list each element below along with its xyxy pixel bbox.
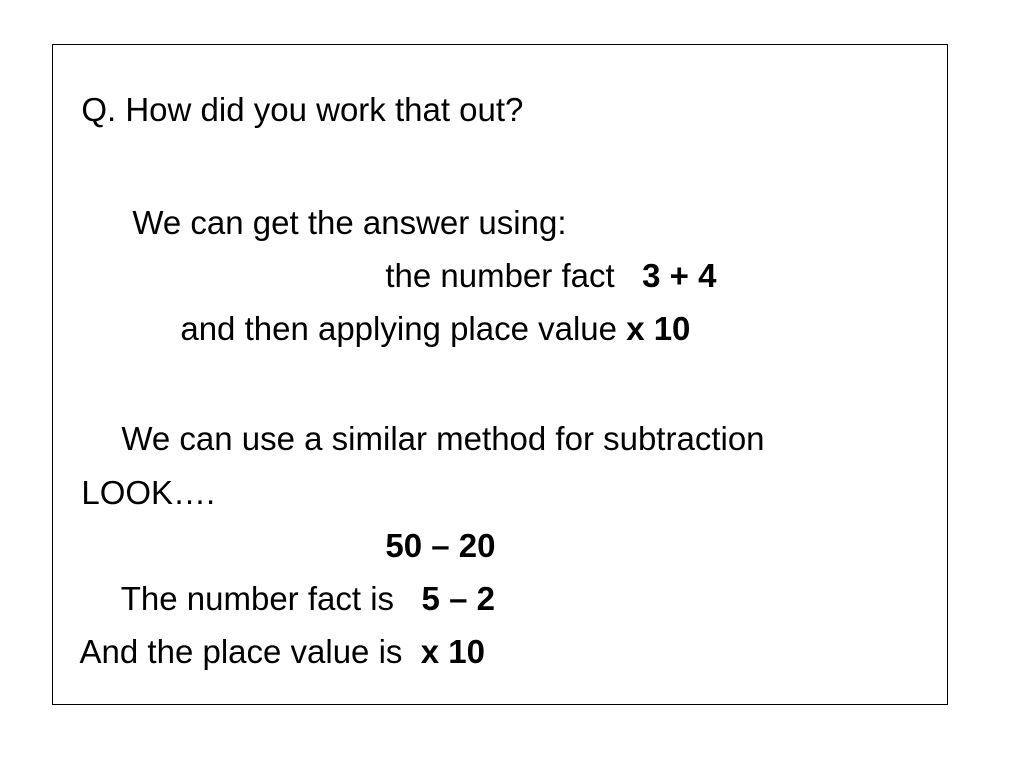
number-fact-2-value: 5 – 2 — [421, 580, 495, 617]
question-line — [63, 53, 523, 129]
number-fact-label: the number fact — [385, 257, 615, 294]
look-line — [63, 436, 215, 512]
number-fact-value: 3 + 4 — [642, 257, 717, 294]
place-value-value: x 10 — [626, 310, 691, 347]
place-value-2-label: And the place value is — [79, 633, 403, 670]
question-text: Q. How did you work that out? — [81, 91, 524, 128]
similar-method-text: We can use a similar method for subtraction — [121, 420, 765, 457]
example-text: 50 – 20 — [385, 527, 496, 564]
place-value-line — [162, 272, 690, 348]
intro-text: We can get the answer using: — [132, 204, 567, 241]
number-fact-2-label: The number fact is — [120, 580, 395, 617]
place-value-2-value: x 10 — [420, 633, 485, 670]
place-value-label: and then applying place value — [180, 310, 618, 347]
place-value-2-line — [63, 595, 485, 671]
look-text: LOOK…. — [81, 474, 216, 511]
